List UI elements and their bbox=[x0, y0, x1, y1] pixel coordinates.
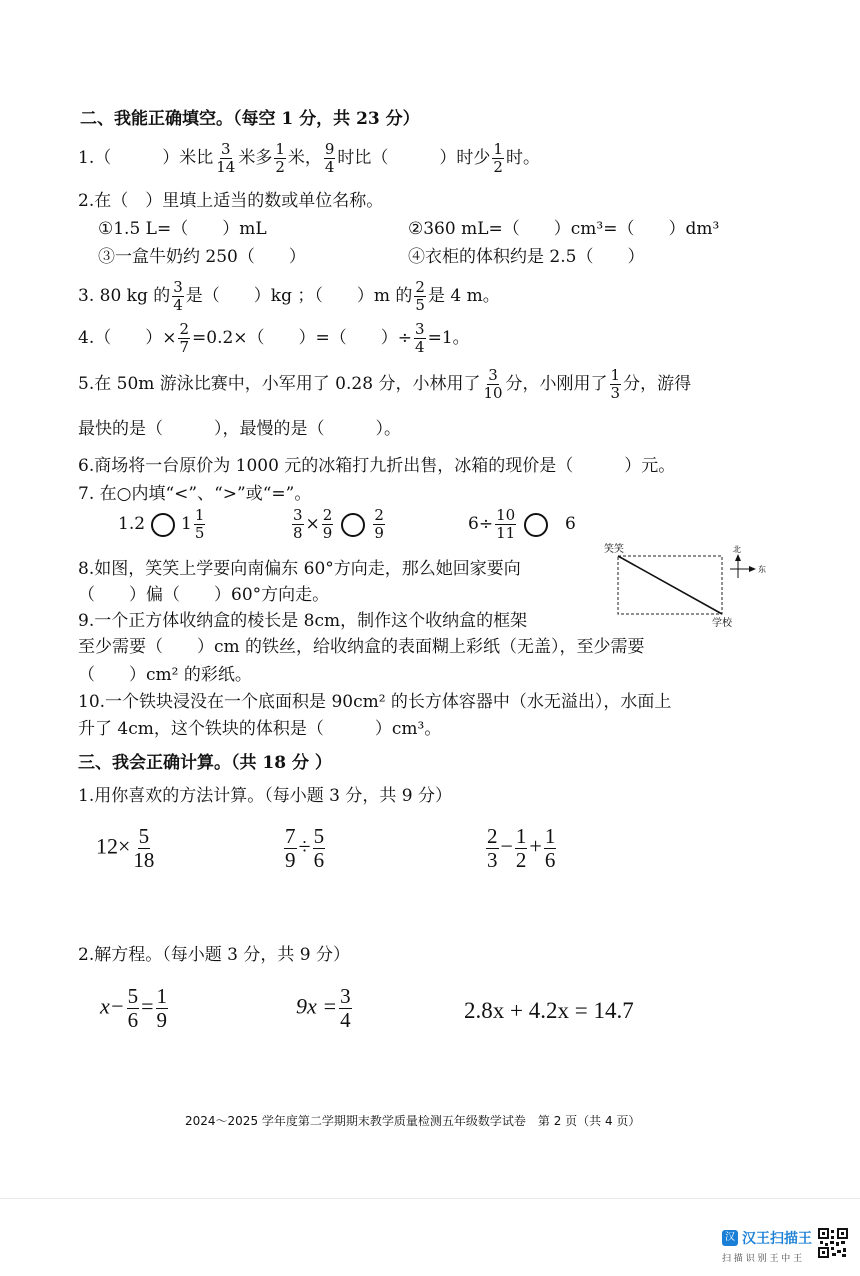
divider bbox=[0, 1198, 860, 1199]
section3-title: 三、我会正确计算。（共 18 分 ） bbox=[78, 753, 332, 773]
question-3: 3. 80 kg 的 $\frac{3}{4}$ 是（ ）kg ；（ ）m 的 $\frac{2}{5}$ 是 4 m。 bbox=[78, 278, 500, 314]
compare-circle[interactable] bbox=[341, 513, 365, 537]
question-10-line2: 升了 4cm，这个铁块的体积是（ ）cm³。 bbox=[78, 719, 442, 739]
question-1: 1.（ ）米比 $\frac{3}{14}$ 米多 $\frac{1}{2}$ 米， $\frac{9}{4}$ 时比（ ）时少 $\frac{1}{2}$ 时。 bbox=[78, 140, 540, 176]
label-east: 东 bbox=[758, 565, 766, 574]
compass-icon bbox=[730, 554, 756, 578]
question-10-line1: 10.一个铁块浸没在一个底面积是 90cm² 的长方体容器中（水无溢出），水面上 bbox=[78, 692, 672, 712]
question-5-line2: 最快的是（ ），最慢的是（ ）。 bbox=[78, 419, 401, 439]
question-7b: $\frac{3}{8}$ × $\frac{2}{9}$ $\frac{2}{9}$ bbox=[293, 506, 384, 542]
section3-part2: 2.解方程。（每小题 3 分，共 9 分） bbox=[78, 945, 350, 965]
brand-subtitle: 扫 描 识 别 王 中 王 bbox=[722, 1254, 803, 1264]
question-2a: ①1.5 L=（ ）mL bbox=[98, 219, 267, 239]
calc-expr-2: $\frac{7}{9}$ ÷ $\frac{5}{6}$ bbox=[285, 824, 325, 872]
label-school: 学校 bbox=[712, 618, 732, 629]
question-9-line2: 至少需要（ ）cm 的铁丝，给收纳盒的表面糊上彩纸（无盖），至少需要 bbox=[78, 637, 645, 657]
route-line bbox=[618, 556, 722, 614]
question-7a: 1.2 1 $\frac{1}{5}$ bbox=[118, 506, 205, 542]
compare-circle[interactable] bbox=[524, 513, 548, 537]
question-2d: ④衣柜的体积约是 2.5（ ） bbox=[408, 247, 645, 267]
equation-3: 2.8x + 4.2x = 14.7 bbox=[464, 998, 634, 1023]
page-footer: 2024～2025 学年度第二学期期末教学质量检测五年级数学试卷 第 2 页（共 4 页） bbox=[185, 1114, 641, 1128]
question-5: 5.在 50m 游泳比赛中，小军用了 0.28 分，小林用了 $\frac{3}{10}$ 分，小刚用了 $\frac{1}{3}$ 分，游得 bbox=[78, 366, 692, 402]
compare-circle[interactable] bbox=[151, 513, 175, 537]
calc-expr-3: $\frac{2}{3}$ − $\frac{1}{2}$ + $\frac{1}{6}$ bbox=[487, 824, 556, 872]
question-8-line1: 8.如图，笑笑上学要向南偏东 60°方向走，那么她回家要向 bbox=[78, 559, 521, 579]
brand-logo bbox=[722, 1228, 812, 1264]
label-home: 笑笑 bbox=[604, 544, 624, 555]
question-2b: ②360 mL=（ ）cm³=（ ）dm³ bbox=[408, 219, 720, 239]
question-2: 2.在（ ）里填上适当的数或单位名称。 bbox=[78, 191, 384, 211]
question-2c: ③一盒牛奶约 250（ ） bbox=[98, 247, 306, 267]
direction-diagram bbox=[600, 538, 770, 630]
label-north: 北 bbox=[733, 545, 741, 554]
section3-part1: 1.用你喜欢的方法计算。（每小题 3 分，共 9 分） bbox=[78, 786, 452, 806]
equation-1: x− $\frac{5}{6}$ = $\frac{1}{9}$ bbox=[100, 984, 168, 1032]
question-4: 4.（ ）× $\frac{2}{7}$ =0.2×（ ）=（ ）÷ $\frac{3}{4}$ =1。 bbox=[78, 320, 470, 356]
question-8-line2: （ ）偏（ ）60°方向走。 bbox=[78, 585, 330, 605]
question-9-line1: 9.一个正方体收纳盒的棱长是 8cm，制作这个收纳盒的框架 bbox=[78, 611, 528, 631]
brand-icon: 汉 bbox=[722, 1230, 738, 1246]
question-6: 6.商场将一台原价为 1000 元的冰箱打九折出售，冰箱的现价是（ ）元。 bbox=[78, 456, 676, 476]
equation-2: 9x = $\frac{3}{4}$ bbox=[296, 984, 351, 1032]
question-9-line3: （ ）cm² 的彩纸。 bbox=[78, 665, 252, 685]
question-7c: 6÷ $\frac{10}{11}$ 6 bbox=[468, 506, 576, 542]
calc-expr-1: 12× $\frac{5}{18}$ bbox=[96, 824, 155, 872]
question-7: 7. 在○内填“<”、“>”或“=”。 bbox=[78, 484, 312, 504]
qr-code-icon bbox=[818, 1228, 848, 1258]
brand-name: 汉王扫描王 bbox=[742, 1231, 812, 1247]
section2-title: 二、我能正确填空。（每空 1 分，共 23 分） bbox=[80, 109, 420, 129]
